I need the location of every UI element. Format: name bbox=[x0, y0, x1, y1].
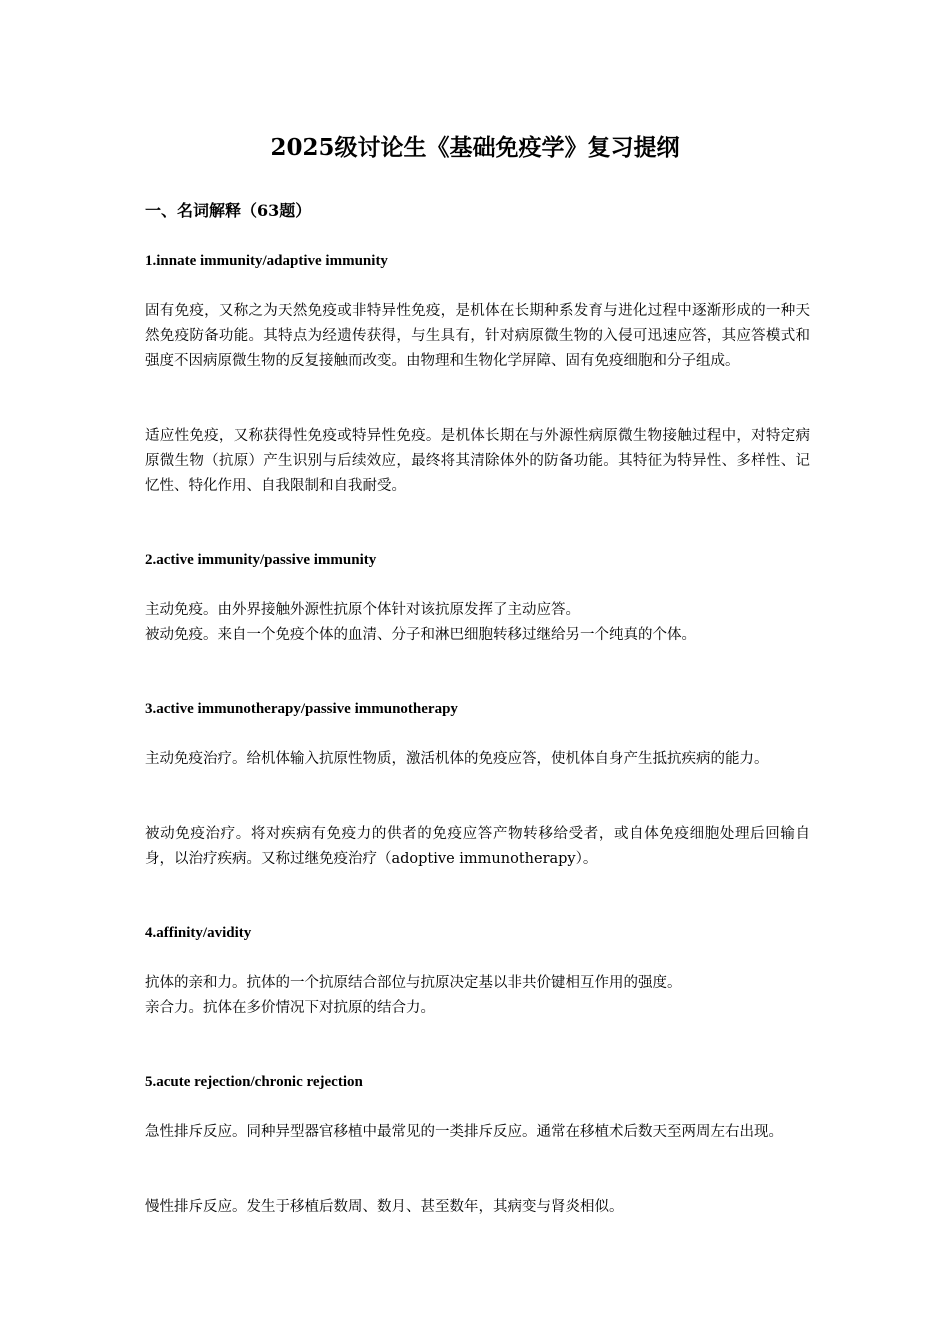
definition-line: 主动免疫。由外界接触外源性抗原个体针对该抗原发挥了主动应答。 bbox=[145, 602, 580, 618]
definition-paragraph: 急性排斥反应。同种异型器官移植中最常见的一类排斥反应。通常在移植术后数天至两周左右出现。 bbox=[145, 1124, 783, 1140]
definition-line: 抗体的亲和力。抗体的一个抗原结合部位与抗原决定基以非共价键相互作用的强度。 bbox=[145, 975, 682, 991]
term-heading: 1.innate immunity/adaptive immunity bbox=[145, 253, 388, 269]
definition-line: 被动免疫。来自一个免疫个体的血清、分子和淋巴细胞转移过继给另一个纯真的个体。 bbox=[145, 627, 696, 643]
section-heading: 一、名词解释（63题） bbox=[145, 201, 312, 220]
definition-paragraph: 主动免疫治疗。给机体输入抗原性物质，激活机体的免疫应答，使机体自身产生抵抗疾病的能力。 bbox=[145, 751, 769, 767]
term-heading: 2.active immunity/passive immunity bbox=[145, 552, 377, 568]
term-heading: 3.active immunotherapy/passive immunotherapy bbox=[145, 701, 458, 717]
definition-paragraph: 适应性免疫，又称获得性免疫或特异性免疫。是机体长期在与外源性病原微生物接触过程中，对特定病原微生物（抗原）产生识别与后续效应，最终将其清除体外的防备功能。其特征为特异性、多样性、记忆性、特化作用、自我限制和自我耐受。 bbox=[145, 428, 810, 494]
definition-line: 亲合力。抗体在多价情况下对抗原的结合力。 bbox=[145, 1000, 435, 1016]
definition-paragraph: 被动免疫治疗。将对疾病有免疫力的供者的免疫应答产物转移给受者，或自体免疫细胞处理后回输自身，以治疗疾病。又称过继免疫治疗（adoptive immunotherapy）。 bbox=[145, 826, 810, 867]
definition-paragraph: 固有免疫，又称之为天然免疫或非特异性免疫，是机体在长期种系发育与进化过程中逐渐形成的一种天然免疫防备功能。其特点为经遗传获得，与生具有，针对病原微生物的入侵可迅速应答，其应答模式和强度不因病原微生物的反复接触而改变。由物理和生物化学屏障、固有免疫细胞和分子组成。 bbox=[145, 303, 810, 369]
document-title: 2025级讨论生《基础免疫学》复习提纲 bbox=[270, 134, 680, 161]
term-heading: 5.acute rejection/chronic rejection bbox=[145, 1074, 363, 1090]
definition-paragraph: 慢性排斥反应。发生于移植后数周、数月、甚至数年，其病变与肾炎相似。 bbox=[145, 1199, 624, 1215]
term-heading: 4.affinity/avidity bbox=[145, 925, 252, 941]
